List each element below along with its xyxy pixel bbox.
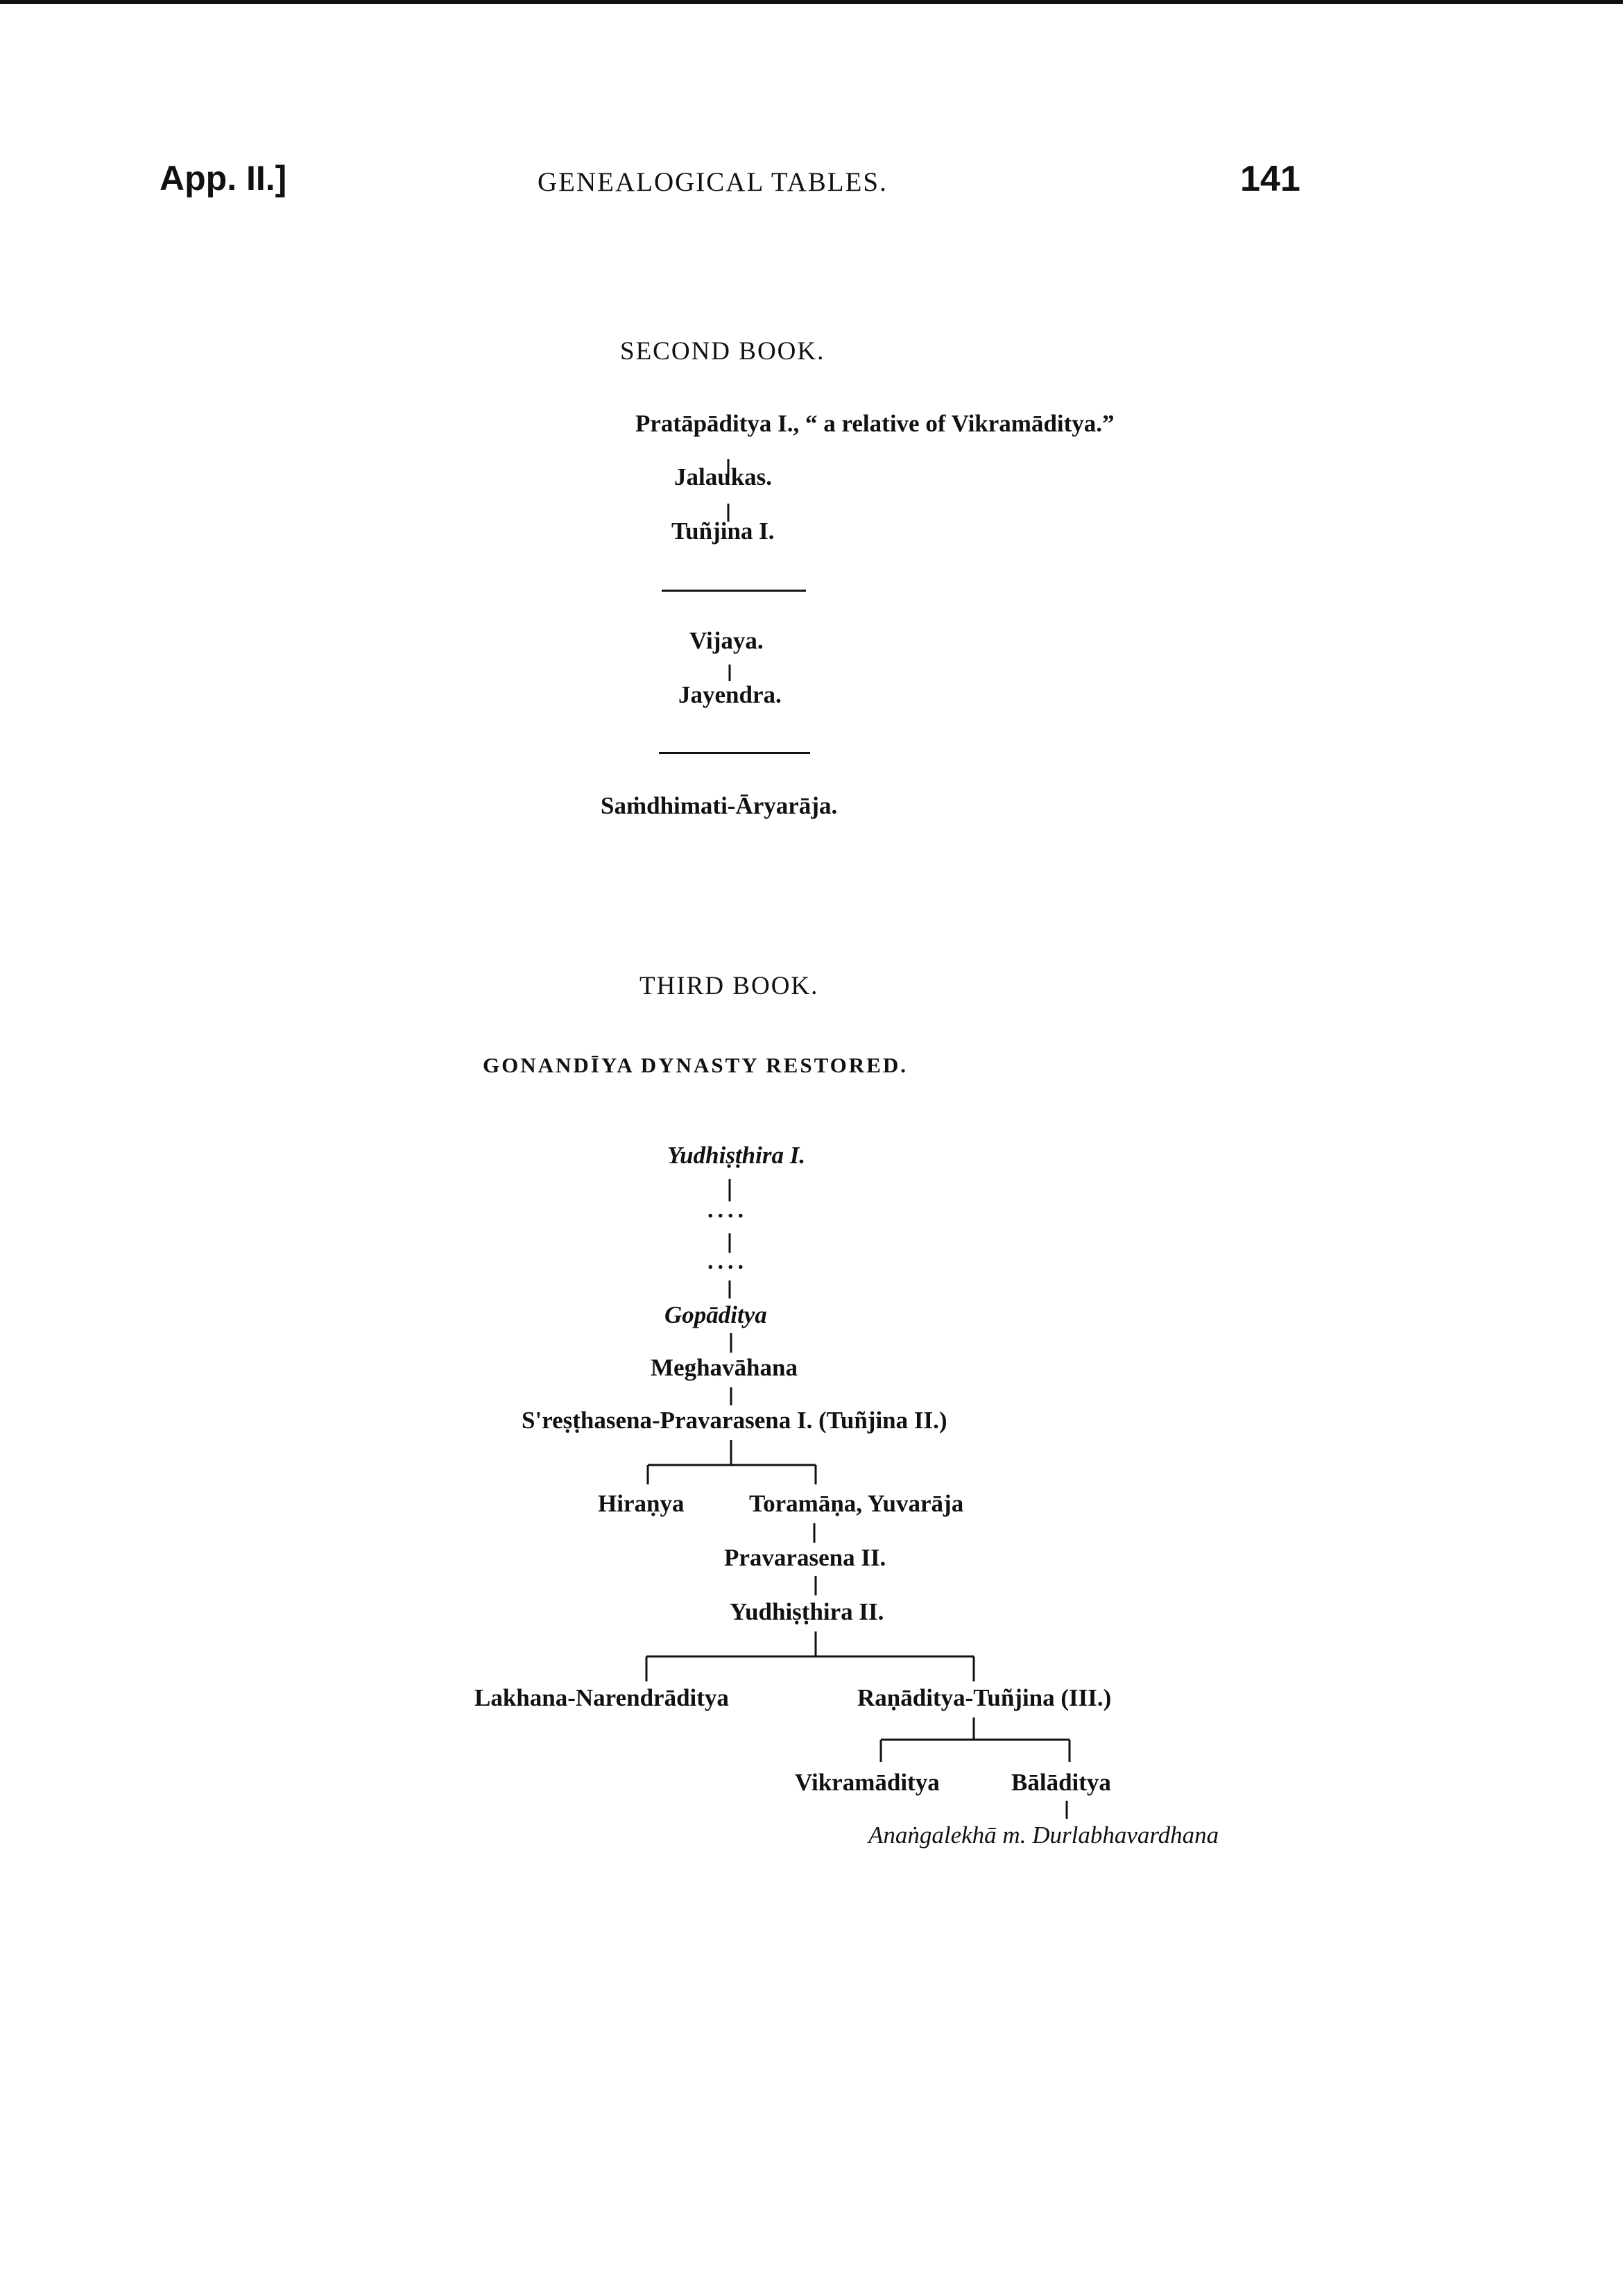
section-reference: App. II.] (160, 159, 287, 198)
ellipsis-gap: .... (707, 1249, 748, 1274)
entry-vikramaditya: Vikramāditya (795, 1769, 940, 1796)
entry-jayendra: Jayendra. (678, 681, 782, 708)
entry-pravarasena-2: Pravarasena II. (724, 1544, 886, 1571)
entry-pratapaditya: Pratāpāditya I., “ a relative of Vikramāditya.” (635, 410, 1115, 437)
entry-hiranya: Hiraṇya (598, 1490, 685, 1517)
entry-meghavahana: Meghavāhana (651, 1354, 798, 1381)
entry-yudhisthira-2: Yudhiṣṭhira II. (730, 1598, 884, 1625)
ellipsis-gap: .... (707, 1197, 748, 1223)
second-book-heading: SECOND BOOK. (620, 337, 825, 366)
page-number: 141 (1240, 159, 1300, 199)
entry-baladitya: Bālāditya (1011, 1769, 1111, 1796)
dynasty-subheading: GONANDĪYA DYNASTY RESTORED. (483, 1053, 908, 1077)
entry-vijaya: Vijaya. (689, 627, 764, 654)
section-divider (659, 752, 810, 754)
entry-yudhisthira-1: Yudhiṣṭhira I. (667, 1142, 806, 1169)
entry-lakhana: Lakhana-Narendrāditya (474, 1684, 729, 1711)
entry-jalaukas: Jalaukas. (674, 463, 773, 490)
entry-tunjina-1: Tuñjina I. (671, 517, 775, 545)
entry-sresthasena: S'reṣṭhasena-Pravarasena I. (Tuñjina II.) (522, 1407, 947, 1434)
entry-anangalekha: Anaṅgalekhā m. Durlabhavardhana (868, 1822, 1219, 1849)
entry-toramana: Toramāṇa, Yuvarāja (749, 1490, 964, 1517)
page-title: GENEALOGICAL TABLES. (538, 167, 888, 197)
section-divider (662, 590, 806, 592)
entry-ranaditya: Raṇāditya-Tuñjina (III.) (857, 1684, 1112, 1711)
entry-gopaditya: Gopāditya (664, 1301, 767, 1328)
entry-samdhimati: Saṁdhimati-Āryarāja. (601, 792, 838, 819)
third-book-heading: THIRD BOOK. (639, 972, 819, 1000)
